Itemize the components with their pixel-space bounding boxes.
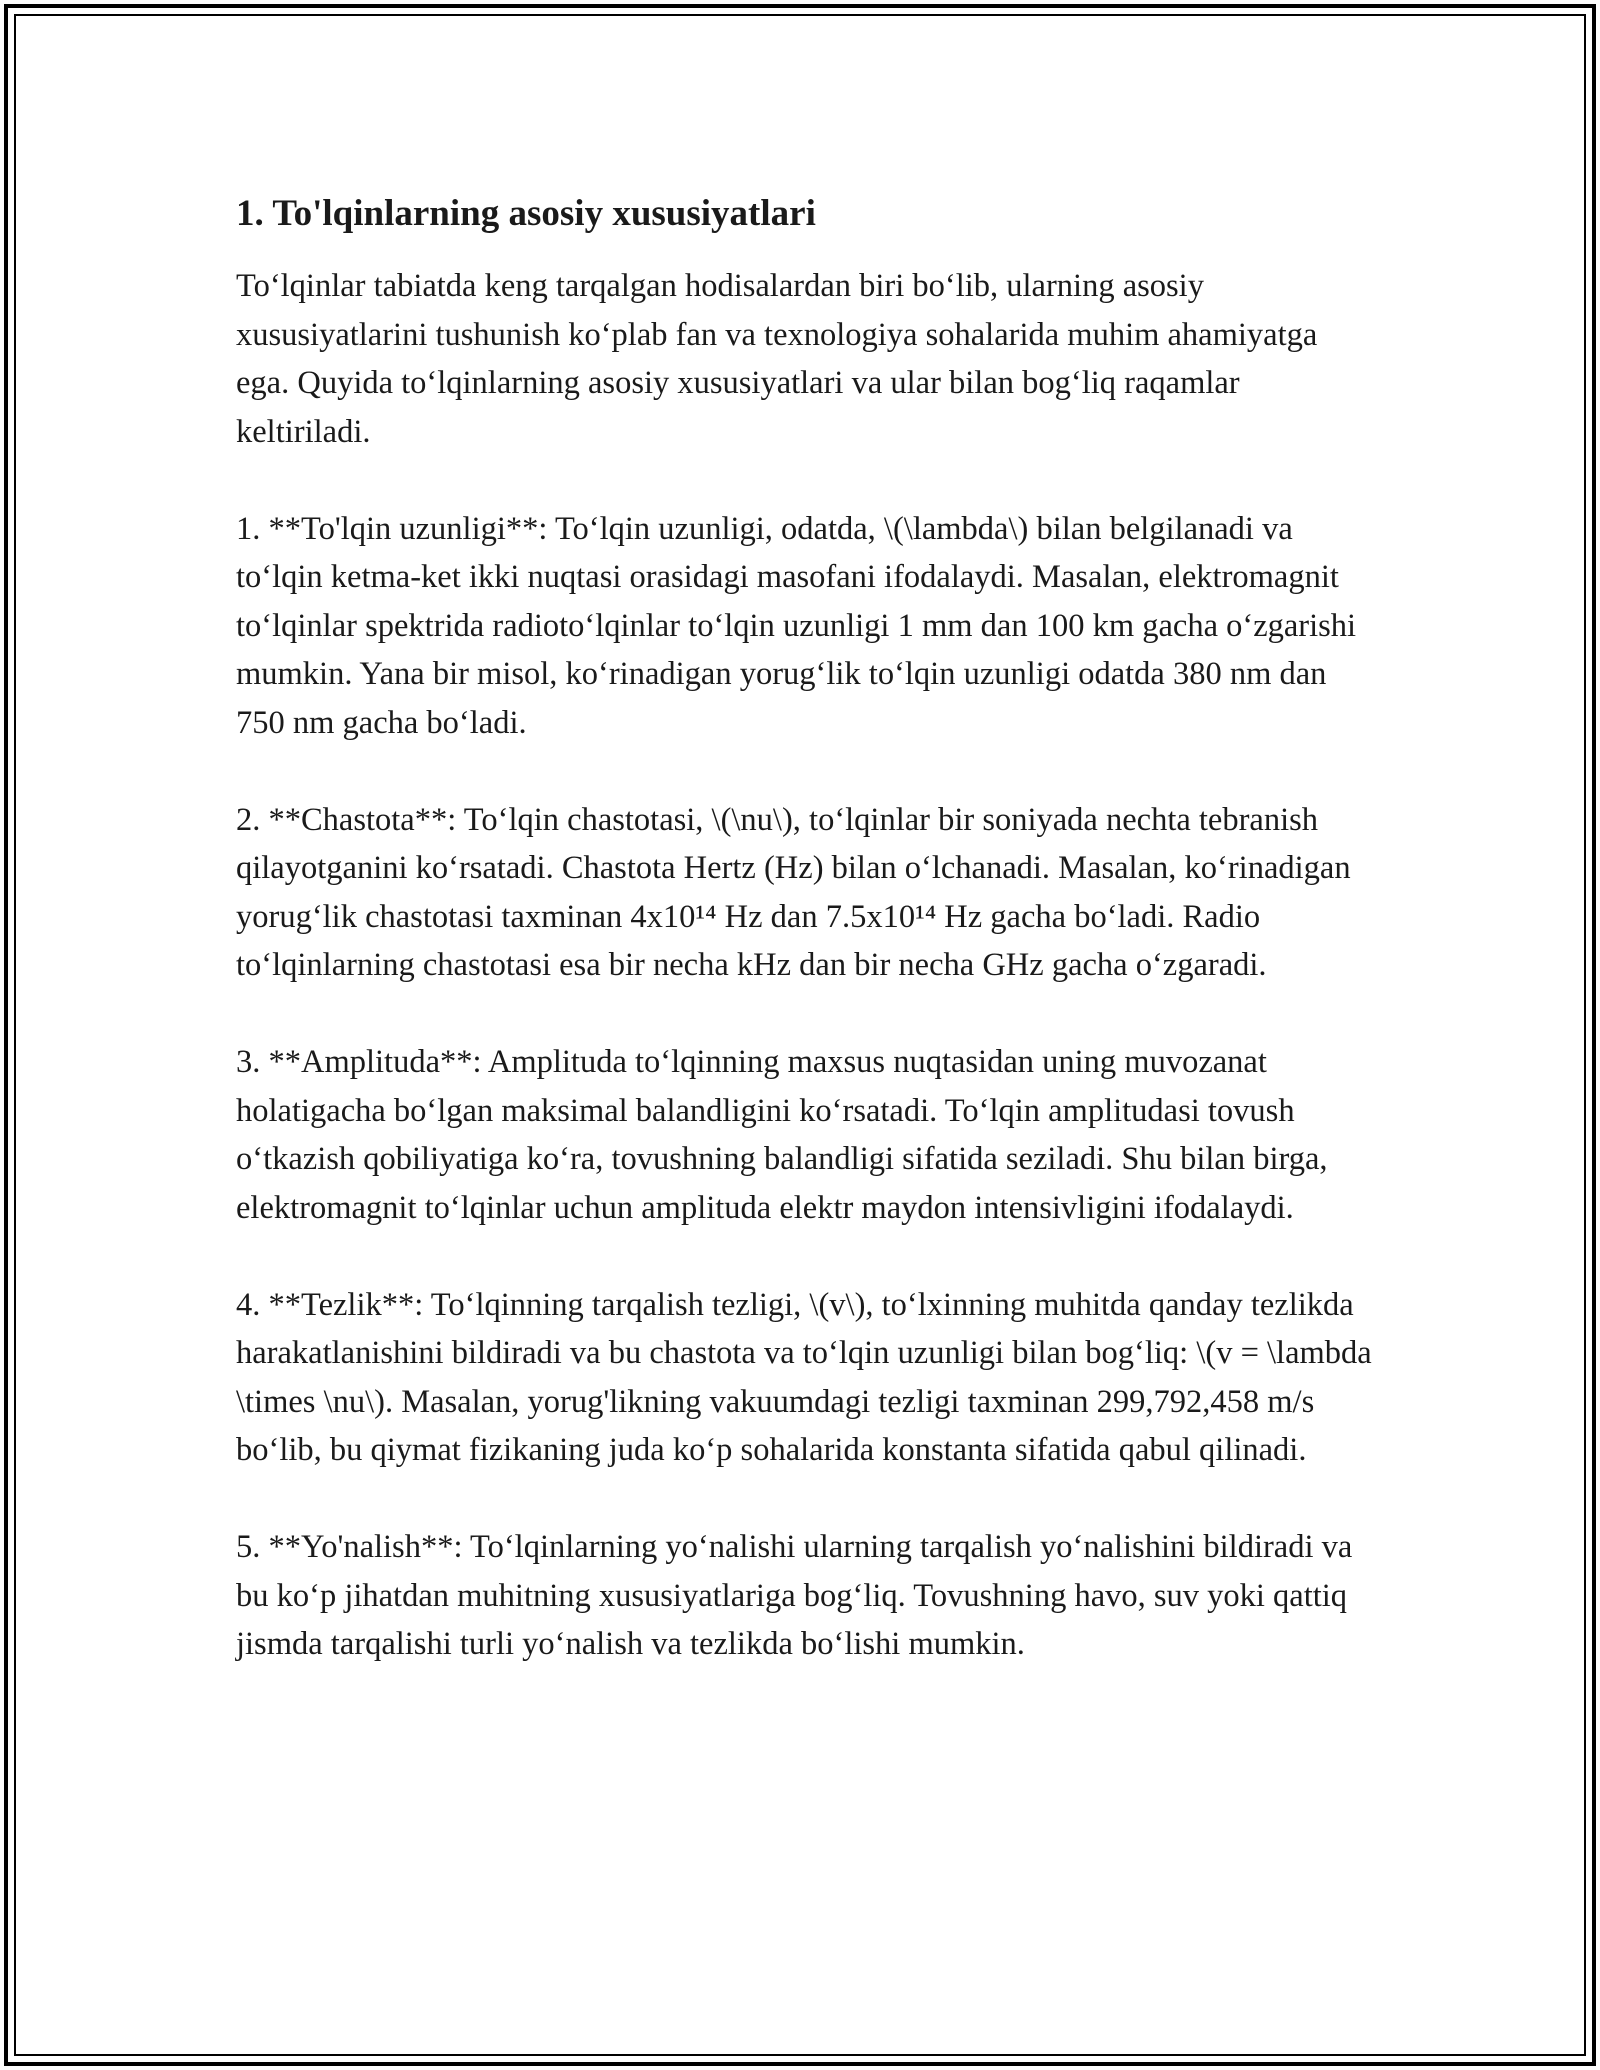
speed-paragraph: 4. **Tezlik**: To‘lqinning tarqalish tezligi, \(v\), to‘lxinning muhitda qanday tezlikda harakatlanishini bildiradi va bu chastota va to‘lqin uzunligi bilan bog‘liq: \(v = \lambda \times \nu\). Masalan, yorug'likning vakuumdagi tezligi taxminan 299,792,458 m/s bo‘lib, bu qiymat fizikaning juda ko‘p sohalarida konstanta sifatida qabul qilinadi. [236,1286,1372,1468]
document-body [236,186,1376,1717]
document-title: 1. To'lqinlarning asosiy xususiyatlari [236,193,816,234]
frequency-paragraph: 2. **Chastota**: To‘lqin chastotasi, \(\nu\), to‘lqinlar bir soniyada nechta tebranish qilayotganini ko‘rsatadi. Chastota Hertz (Hz) bilan o‘lchanadi. Masalan, ko‘rinadigan yorug‘lik chastotasi taxminan 4x10¹⁴ Hz dan 7.5x10¹⁴ Hz gacha bo‘ladi. Radio to‘lqinlarning chastotasi esa bir necha kHz dan bir necha GHz gacha o‘zgaradi. [236,801,1351,983]
intro-paragraph: To‘lqinlar tabiatda keng tarqalgan hodisalardan biri bo‘lib, ularning asosiy xususiyatlarini tushunish ko‘plab fan va texnologiya sohalarida muhim ahamiyatga ega. Quyida to‘lqinlarning asosiy xususiyatlari va ular bilan bog‘liq raqamlar keltiriladi. [236,268,1318,450]
wavelength-paragraph: 1. **To'lqin uzunligi**: To‘lqin uzunligi, odatda, \(\lambda\) bilan belgilanadi va to‘lqin ketma-ket ikki nuqtasi orasidagi masofani ifodalaydi. Masalan, elektromagnit to‘lqinlar spektrida radioto‘lqinlar to‘lqin uzunligi 1 mm dan 100 km gacha o‘zgarishi mumkin. Yana bir misol, ko‘rinadigan yorug‘lik to‘lqin uzunligi odatda 380 nm dan 750 nm gacha bo‘ladi. [236,510,1357,741]
amplitude-paragraph: 3. **Amplituda**: Amplituda to‘lqinning maxsus nuqtasidan uning muvozanat holatigacha bo‘lgan maksimal balandligini ko‘rsatadi. To‘lqin amplitudasi tovush o‘tkazish qobiliyatiga ko‘ra, tovushning balandligi sifatida seziladi. Shu bilan birga, elektromagnit to‘lqinlar uchun amplituda elektr maydon intensivligini ifodalaydi. [236,1044,1328,1226]
direction-paragraph: 5. **Yo'nalish**: To‘lqinlarning yo‘nalishi ularning tarqalish yo‘nalishini bildiradi va bu ko‘p jihatdan muhitning xususiyatlariga bog‘liq. Tovushning havo, suv yoki qattiq jismda tarqalishi turli yo‘nalish va tezlikda bo‘lishi mumkin. [236,1529,1353,1662]
